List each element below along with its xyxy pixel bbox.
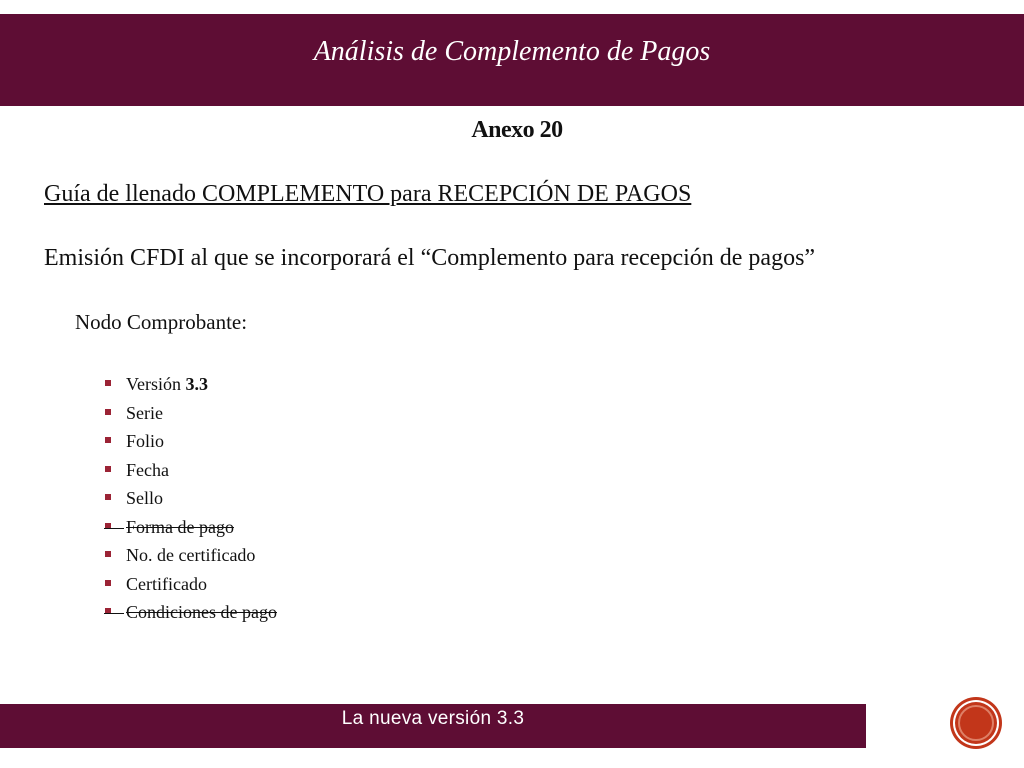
list-item-no-certificado [104, 541, 277, 570]
bullet-square-icon [105, 551, 111, 557]
guia-heading: Guía de llenado COMPLEMENTO para RECEPCIÓN DE PAGOS [44, 181, 692, 207]
slide-badge-icon [953, 700, 999, 746]
bullet-square-icon [105, 437, 111, 443]
list-item-fecha [104, 456, 277, 485]
list-item-label: Folio [126, 431, 165, 451]
list-item-serie [104, 399, 277, 428]
bullet-square-icon [105, 380, 111, 386]
list-item-label: Versión [126, 374, 186, 394]
list-item-sello [104, 484, 277, 513]
bullet-square-icon [105, 466, 111, 472]
list-item-label: Forma de pago [126, 516, 234, 537]
list-item-label: Serie [126, 402, 163, 423]
version-number: 3.3 [185, 374, 208, 394]
bullet-square-icon [105, 494, 111, 500]
list-item-forma-de-pago [104, 513, 277, 542]
slide-title: Análisis de Complemento de Pagos [313, 36, 711, 67]
bullet-square-icon [105, 409, 111, 415]
list-item-certificado [104, 570, 277, 599]
list-item-label: Sello [126, 488, 164, 508]
anexo-heading: Anexo 20 [471, 117, 563, 143]
list-item-version [104, 370, 277, 399]
list-item-folio [104, 427, 277, 456]
list-item-label: Certificado [126, 573, 207, 594]
list-item-condiciones-de-pago [104, 598, 277, 627]
comprobante-field-list [104, 370, 277, 627]
nodo-comprobante-label: Nodo Comprobante: [75, 310, 248, 334]
bullet-square-icon [105, 608, 111, 614]
emision-text: Emisión CFDI al que se incorporará el “Complemento para recepción de pagos” [44, 245, 816, 271]
bullet-square-icon [105, 523, 111, 529]
footer-text: La nueva versión 3.3 [341, 708, 525, 729]
list-item-label: Condiciones de pago [126, 602, 277, 622]
list-item-label: Fecha [126, 459, 169, 480]
bullet-square-icon [105, 580, 111, 586]
list-item-label: No. de certificado [126, 545, 256, 565]
